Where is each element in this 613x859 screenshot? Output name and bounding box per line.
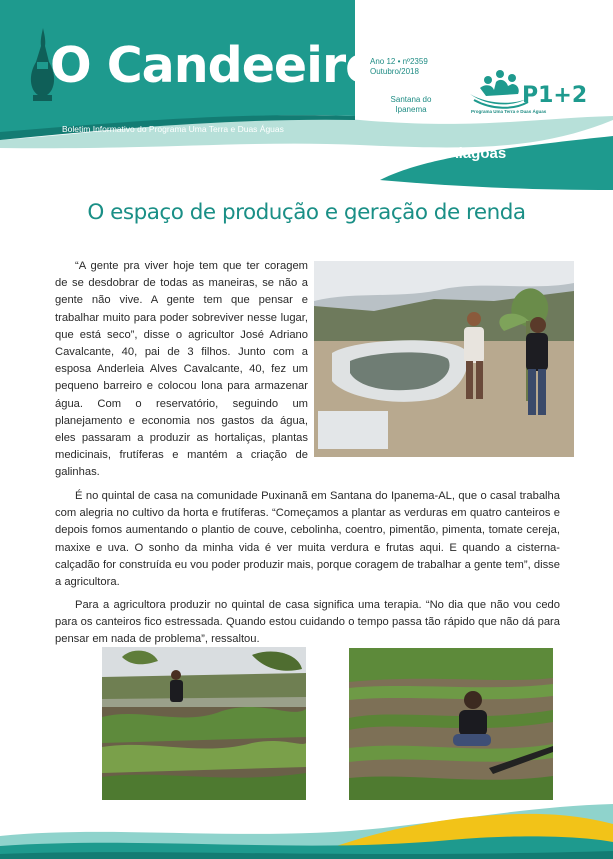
edition-date: Outubro/2018: [370, 67, 419, 76]
footer-waves: [0, 796, 613, 859]
newsletter-logo-title: O Candeeiro: [50, 37, 378, 94]
couple-by-reservoir-photo: [314, 261, 574, 457]
state-label: Alagoas: [447, 145, 507, 162]
article-title: O espaço de produção e geração de renda: [87, 200, 526, 225]
article-paragraph-3: Para a agricultora produzir no quintal de casa significa uma terapia. “No dia que não vou cedo para os canteiros fico estressada. Quando estou cuidando o tempo passa tão rápido que não dá para pensar em nada de problema”, ressaltou.: [55, 599, 560, 646]
city-line-2: Ipanema: [395, 105, 427, 114]
vegetable-garden-photo: [102, 647, 306, 800]
p1m2-caption: Programa Uma Terra e Duas Águas: [471, 109, 547, 114]
article-paragraph-2: É no quintal de casa na comunidade Puxinanã em Santana do Ipanema-AL, que o casal trabalha com alegria no cultivo da horta e frutíferas. “Começamos a plantar as verduras em quatro canteiros e depois fomos aumentando o plantio de couve, cebolinha, coentro, pimentão, pimenta, tomate cereja, maxixe e uva. O sonho da minha vida é ver muita verdura e frutas aqui. E quando a cisterna-calçadão for construída eu vou poder produzir mais, porque coragem de trabalhar a gente tem”, disse a agricultora.: [55, 490, 560, 589]
city-info: [380, 95, 442, 115]
edition-info: [370, 57, 428, 77]
woman-tending-seedlings-photo: [349, 648, 553, 800]
p1m2-logo-text: P1+2: [522, 83, 588, 108]
newsletter-subtitle: Boletim Informativo do Programa Uma Terra e Duas Águas: [62, 124, 284, 134]
edition-number: Ano 12 • nº2359: [370, 57, 428, 66]
article-paragraph-1: “A gente pra viver hoje tem que ter coragem de se desdobrar de todas as maneiras, se não a gente não vive. A gente tem que pensar e trabalhar muito para poder sobreviver nesse lugar, que está seco”, disse o agricultor José Adriano Cavalcante, 40, pai de 3 filhos. Junto com a esposa Anderleia Alves Cavalcante, 40, fez um pequeno barreiro e colocou lona para armazenar água. Com o reservatório, seguindo um planejamento e economia nos gastos da água, eles passaram a produzir as hortaliças, plantas medicinais, frutíferas e mantém a criação de galinhas.: [55, 260, 308, 479]
city-line-1: Santana do: [390, 95, 432, 104]
